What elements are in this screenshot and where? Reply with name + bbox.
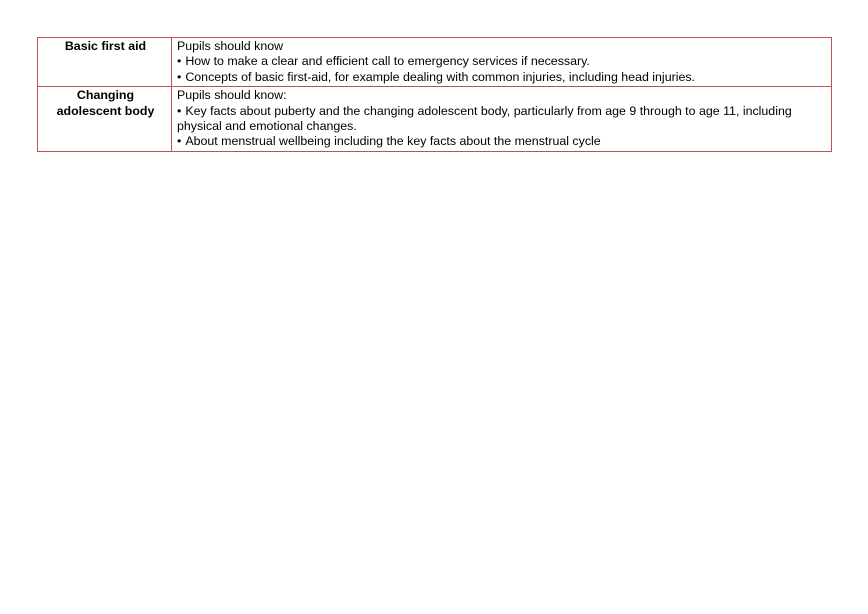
topic-cell xyxy=(38,38,172,87)
list-item xyxy=(177,104,828,135)
list-item xyxy=(177,70,828,85)
list-item-text: How to make a clear and efficient call to emergency services if necessary. xyxy=(185,54,590,69)
topic-label: Changing adolescent body xyxy=(56,88,155,118)
bullet-icon: • xyxy=(177,134,182,149)
list-item xyxy=(177,134,828,149)
content-cell xyxy=(172,38,832,87)
content-cell xyxy=(172,87,832,152)
list-item xyxy=(177,54,828,69)
curriculum-table xyxy=(37,37,832,152)
bullet-icon: • xyxy=(177,54,182,69)
bullet-icon: • xyxy=(177,69,182,84)
topic-cell xyxy=(38,87,172,152)
topic-label: Basic first aid xyxy=(64,39,147,53)
table-row xyxy=(38,87,832,152)
intro-text: Pupils should know: xyxy=(177,88,287,103)
bullet-icon: • xyxy=(177,103,182,118)
list-item-text: About menstrual wellbeing including the key facts about the menstrual cycle xyxy=(185,134,601,149)
list-item-text: Key facts about puberty and the changing adolescent body, particularly from age 9 through to age 11, including physical and emotional changes. xyxy=(177,103,792,134)
intro-text: Pupils should know xyxy=(177,39,284,53)
table-row xyxy=(38,38,832,87)
list-item-text: Concepts of basic first-aid, for example dealing with common injuries, including head injuries. xyxy=(185,69,695,84)
